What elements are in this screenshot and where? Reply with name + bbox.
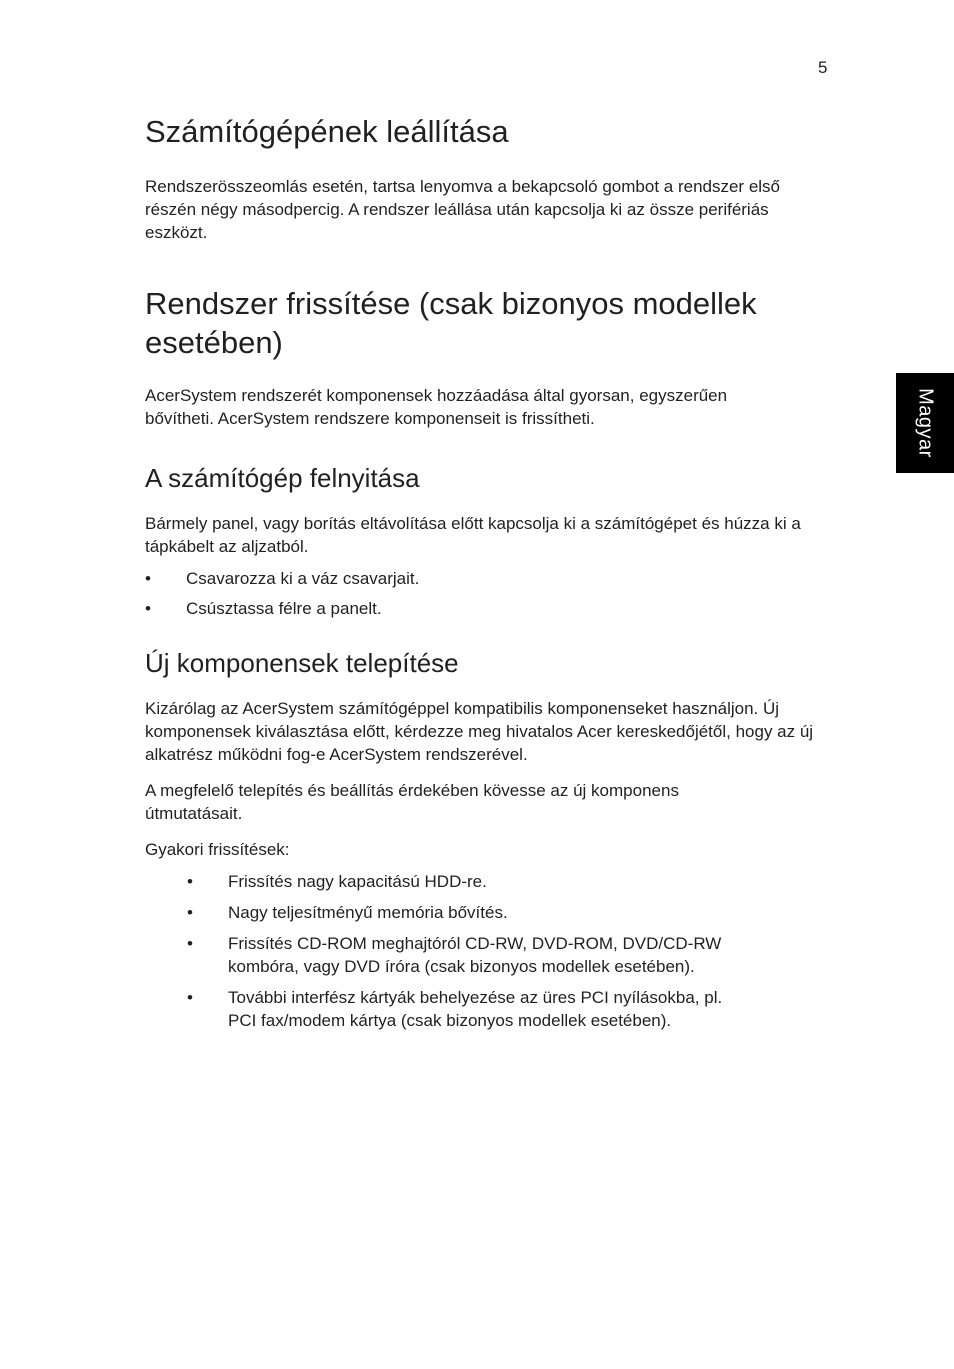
bullet: • xyxy=(145,599,151,618)
heading-line: esetében) xyxy=(145,325,283,360)
list-item: • Frissítés CD-ROM meghajtóról CD-RW, DVD-ROM, DVD/CD-RW kombóra, vagy DVD íróra (csak bizonyos modellek esetében). xyxy=(187,934,722,976)
page-content xyxy=(145,112,835,1032)
page-number: 5 xyxy=(818,58,828,77)
upgrades-list xyxy=(187,870,747,1032)
section-heading-shutdown: Számítógépének leállítása xyxy=(145,114,509,149)
language-side-tab xyxy=(896,373,954,473)
section-paragraph-compat: Kizárólag az AcerSystem számítógéppel kompatibilis komponenseket használjon. Új komponensek kiválasztása előtt, kérdezze meg hivatalos Acer kereskedőjétől, hogy az új alkatrész működni fog-e AcerSystem rendszerével. xyxy=(145,699,814,764)
list-item: • További interfész kártyák behelyezése az üres PCI nyílásokba, pl. PCI fax/modem kártya (csak bizonyos modellek esetében). xyxy=(187,988,723,1030)
list-item: • Frissítés nagy kapacitású HDD-re. xyxy=(187,872,487,891)
section-paragraph-opening: Bármely panel, vagy borítás eltávolítása előtt kapcsolja ki a számítógépet és húzza ki a tápkábelt az aljzatból. xyxy=(145,514,801,556)
list-item: • Csavarozza ki a váz csavarjait. xyxy=(145,569,420,588)
bullet: • xyxy=(187,872,193,891)
section-paragraph-install: A megfelelő telepítés és beállítás érdekében kövesse az új komponens útmutatásait. xyxy=(145,781,679,823)
opening-steps-list xyxy=(145,567,835,620)
section-paragraph-shutdown: Rendszerösszeomlás esetén, tartsa lenyomva a bekapcsoló gombot a rendszer első részén négy másodpercig. A rendszer leállása után kapcsolja ki az össze perifériás eszközt. xyxy=(145,177,781,242)
section-heading-opening: A számítógép felnyitása xyxy=(145,463,420,493)
section-heading-new-components: Új komponensek telepítése xyxy=(145,648,459,678)
bullet: • xyxy=(187,988,193,1007)
heading-line: Rendszer frissítése (csak bizonyos modellek xyxy=(145,286,757,321)
list-item: • Csúsztassa félre a panelt. xyxy=(145,599,382,618)
bullet: • xyxy=(187,903,193,922)
section-paragraph-upgrade: AcerSystem rendszerét komponensek hozzáadása által gyorsan, egyszerűen bővítheti. AcerSystem rendszere komponenseit is frissítheti. xyxy=(145,386,728,428)
bullet: • xyxy=(187,934,193,953)
language-tab-label: Magyar xyxy=(914,388,937,458)
section-paragraph-common-upgrades: Gyakori frissítések: xyxy=(145,840,290,859)
bullet: • xyxy=(145,569,151,588)
section-heading-upgrade xyxy=(145,284,835,362)
list-item: • Nagy teljesítményű memória bővítés. xyxy=(187,903,508,922)
